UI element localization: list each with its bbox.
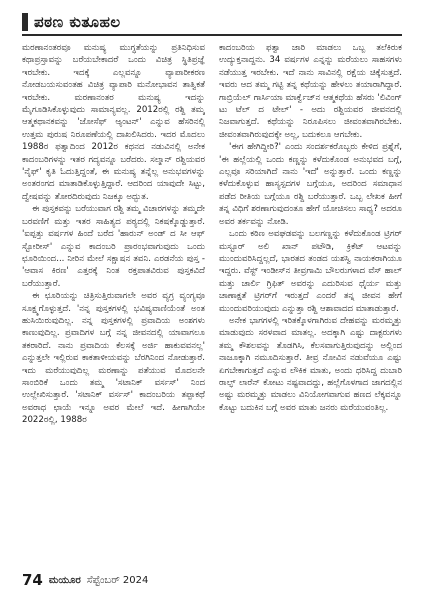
article-body: [22, 42, 402, 562]
section-title: ಪಠಣ ಕುತೂಹಲ: [34, 13, 121, 31]
right-column: [219, 42, 402, 562]
paragraph: ಮರಣಾನಂತರವೂ ಮನುಷ್ಯ ಮುಗ್ಧತೆಯನ್ನು ಪ್ರತಿನಿಧಿಸುವ ಕಥಾಪ್ರಸ್ತಾವನ್ನು ಬರೆಯಬೇಕಾದರೆ ಒಂದು ವಿಚಿತ್ರ ಸ್ಥಿತಿಪ್ರಜ್ಞೆ ಇರಬೇಕು. ಇದಕ್ಕೆ ಎಲ್ಲವನ್ನೂ ವ್ಯಾಪಾರೀಕರಣ ನೋಡಬಯಸುವಂತಹ ವಿಚಿತ್ರ ವ್ಯಾಪಾರಿ ಮನೋಭಾವನ ತಾತ್ವಿಕತೆ ಇರಬೇಕು. ಮರಣಾನಂತರ ಮನುಷ್ಯ ಇದನ್ನು ಮೈಗೂಡಿಸಿಕೊಳ್ಳುವುದು ಸಾಮಾನ್ಯವಲ್ಲ. 2012ರಲ್ಲಿ ರಶ್ದಿ ತಮ್ಮ ಆತ್ಮಕಥಾನಕವನ್ನು 'ಜೋಸೆಫ್ ಆ್ಯಂಟನ್' ಎನ್ನುವ ಹೆಸರಿನಲ್ಲಿ ಉತ್ತಮ ಪುರುಷ ನಿರೂಪಣೆಯಲ್ಲಿ ದಾಖಲಿಸಿದರು. ಇದರ ಮೊದಲು 1988ರ ಫತ್ವಾದಿಂದ 2012ರ ಕಥನದ ನಡುವಿನಲ್ಲಿ ಅನೇಕ ಕಾದಂಬರಿಗಳನ್ನು ಇತರ ಗದ್ಯವನ್ನೂ ಬರೆದರು. ಸಲ್ಮಾನ್ ರಶ್ದಿಯವರ 'ನೈಫ್' ಕೃತಿ ಓದುತ್ತಿದ್ದಂತೆ, ಈ ಮನುಷ್ಯ ತನ್ನೆಲ್ಲ ಅನುಭವಗಳನ್ನು ಅಂತರಂಗದ ಮಾತಾಡಿಕೊಳ್ಳುತ್ತಿದ್ದಾರೆ. ಆದರಿಂದ ಯಾವುದೇ ಸಿಟ್ಟು, ದ್ವೇಷವನ್ನು ತೋರದಿರುವುದು ನಿಜಕ್ಕೂ ಅದ್ಭುತ.: [22, 43, 205, 202]
header-accent-bar: [22, 13, 28, 31]
magazine-name: ಮಯೂರ: [48, 575, 81, 586]
paragraph: ಈ ಪುಸ್ತಕವನ್ನು ಬರೆಯುವಾಗ ರಶ್ದಿ ತಮ್ಮ ವಿಚಾರಗಳನ್ನು ತಮ್ಮದೇ ಬರವಣಿಗೆ ಮತ್ತು ಇತರ ಸಾಹಿತ್ಯದ ಪಠ್ಯದಲ್ಲಿ ನಿಕಷಕ್ಕೊಡ್ಡುತ್ತಾರೆ. 'ಐಪ್ಪತ್ತು ವರ್ಷಗಳ ಹಿಂದೆ ಬರೆದ 'ಹಾರುನ್ ಅಂಡ್ ದ ಸೀ ಆಫ್ ಸ್ಟೋರೀಸ್' ಎನ್ನುವ ಕಾದಂಬರಿ ಪ್ರಾರಂಭವಾಗುವುದು ಒಂದು ಛೂರಿಯಿಂದ... ನೀರಿನ ಮೇಲೆ ಸಕ್ಷಾಷನ ತವನಿ. ಎರಡನೆಯ ಪುಸ್ತ - 'ಆವಾಸ ಕಿರಣ' ಎತ್ತರಕ್ಕೆ ನಿಂತ ರಕ್ತಪಾತವಿರುವ ಪುಸ್ತಕವಿದೆ ಬರೆಯುತ್ತಾರೆ.: [22, 204, 205, 289]
issue-date: ಸೆಪ್ಟೆಂಬರ್ 2024: [86, 575, 149, 586]
paragraph: ಒಂದು ಕಠಿಣ ಅವಘಡವನ್ನು ಬಲಗಣ್ಣನ್ನು ಕಳೆದುಕೊಂಡ ಟ್ರಿಗರ್ ಮಸ್ಟೂರ್ ಅಲಿ ಖಾನ್ ಪಟೌಡಿ, ಕ್ರಿಕೆಟ್ ಆಟವನ್ನು ಮುಂದುವರಿಸಿದ್ದಲ್ಲದೆ, ಭಾರತದ ತಂಡದ ಯಶಸ್ವಿ ನಾಯಕರಾಗಿಯೂ ಇದ್ದರು. ವೆಸ್ಟ್ ಇಂಡೀಸ್‌ನ ತೀವ್ರಗಾಮಿ ಬೌಲರುಗಳಾದ ವೆಸ್ ಹಾಲ್ ಮತ್ತು ಚಾರ್ಲಿ ಗ್ರಿಫಿತ್ ಅವರನ್ನು ಎದುರಿಸುವ ಧೈರ್ಯ ಮತ್ತು ಚಾಣಾಕ್ಷತೆ ಟ್ರಿಗರ್‌ಗೆ ಇರುತ್ತದೆ ಎಂದರೆ ತನ್ನ ಜೀವನ ಹೇಗೆ ಮುಂದುವರಿಯುವುದು ಎನ್ನುತ್ತಾ ರಶ್ದಿ ಆಶಾವಾದದ ಮಾತಾಡುತ್ತಾರೆ.: [219, 229, 402, 314]
left-column: [22, 42, 205, 562]
paragraph: ಅನೇಕ ಭಾಗಗಳಲ್ಲಿ ಇರಿತಕ್ಕೊಳಗಾಗಿರುವ ದೇಹವನ್ನು ಮರಮ್ಮತ್ತು ಮಾಡುವುದು ಸರಳವಾದ ಮಾತಲ್ಲ. ಅದಕ್ಕಾಗಿ ಎಷ್ಟು ದಾಕ್ಟರುಗಳು ತಮ್ಮ ಕೌಶಲವನ್ನು ತೊಡಗಿಸಿ, ಕೆಲಸವಾಗುತ್ತಿರುವುದನ್ನು ಅಲ್ಲಿಂದ ನಾಜೂಕ್ಕಾಗಿ ನಮೂದಿಸುತ್ತಾರೆ. ತೀವ್ರ ನೋವಿನ ನಡುವೆಯೂ ಎಷ್ಟು ಏಗಬೇಕಾಗುತ್ತದೆ ಎನ್ನುವ ಲೌಕಿಕ ಮಾತು, ಅಂದು ಧರಿಸಿದ್ದ ದುಬಾರಿ ರಾಲ್ಫ್ ಲಾರೆನ್ ಕೋಟು ನಷ್ಟವಾದದ್ದು, ಹಲ್ಲೆಗೊಳಗಾದ ಜಾಗದಲ್ಲಿನ ಅಷ್ಟು ಮರಮ್ಮತ್ತು ಮಾಡಲು ವಿನಿಯೋಗವಾಗುವ ಹಣದ ಲೆಕ್ಕವನ್ನೂ ಕೊಟ್ಟು ಬದುಕಿನ ಬಗ್ಗೆ ಅವರ ಮಾತು ಜನರು ಮರೆಯುವಂತಿಲ್ಲ.: [219, 315, 402, 413]
paragraph: 'ಈಗ ಹೇಗಿದ್ದೀರಿ?' ಎಂದು ಸಂದರ್ಶಕರೊಬ್ಬರು ಕೇಳಿದ ಪ್ರಶ್ನೆಗೆ, 'ಈ ಹಲ್ಲೆಯಲ್ಲಿ ಒಂದು ಕಣ್ಣನ್ನು ಕಳೆದುಕೊಂಡ ಅನುಭವದ ಬಗ್ಗೆ, ಎಲ್ಲವೂ ಸರಿಯಾಗಿದೆ ನಾನು 'ಇದೆ' ಅನ್ನುತ್ತಾರೆ. ಒಂದು ಕಣ್ಣನ್ನು ಕಳೆದುಕೊಳ್ಳುವ ಹಾಸ್ಯಸ್ಪದಗಳ ಬಗ್ಗೆಯೂ, ಅದರಿಂದ ಸಮಾಧಾನ ಪಡೆದ ರೀತಿಯ ಬಗ್ಗೆಯೂ ರಶ್ದಿ ಬರೆಯುತ್ತಾರೆ. ಒಬ್ಬ ಲೇಖಕ ಹೀಗೆ ತನ್ನ ವಿಧಿಗೆ ಶರಣಾಗುವುದಂತೂ ಹೇಗೆ ಯೋಚಿಸಲು ಸಾಧ್ಯ? ಅದರೂ ಅವರ ತರ್ಕವನ್ನು ನೋಡಿ.: [219, 142, 402, 227]
page-footer: [22, 568, 402, 588]
section-header: [22, 10, 402, 34]
page-number: 74: [22, 571, 43, 589]
paragraph: ಕಾದಂಬರಿಯ ಫತ್ವಾ ಜಾರಿ ಮಾಡಲು ಒಬ್ಬ ತಲೆಕಿರುಕ ಉದ್ಯುಕ್ತನಾದ್ದನು. 34 ವರ್ಷಗಳ ಎನ್ನನ್ನು ಮರೆಯಲು ಸಾಹಸಗಳು ನಡೆಯುತ್ತ ಇರಬೇಕು. ಇದೆ ನಾನು ಸಾವಿನಲ್ಲಿ ರಕ್ಷೆಯ ಚಿಕ್ಕೆಸುತ್ತದೆ. ಇವರು ಆದ ತಮ್ಮ ಗಟ್ಟಿ ತನ್ನ ಕಥೆಯನ್ನು ಹೇಳಲು ತಯಾರಾಗಿದ್ದಾರೆ. ಗಾಬ್ರಿಯೆಲ್ ಗಾರ್ಸಿಯಾ ಮಾರ್ಕ್ವೆಜ್‌ನ ಆತ್ಮಕಥೆಯ ಹೆಸರು 'ಲಿವಿಂಗ್ ಟು ಟೆಲ್ ದ ಟೇಲ್' - ಅದು ರಶ್ದಿಯವರ ಜೀವನದಲ್ಲಿ ನಿಜವಾಗುತ್ತದೆ. ಕಥೆಯನ್ನು ನಿರೂಪಿಸಲು ಜೀವಂತವಾಗಿರಬೇಕು. ಜೀವಂತವಾಗಿರುವುದಕ್ಕೇ ಅಲ್ಲ, ಬದುಕಲೂ ಆಗಬೇಕು.: [219, 43, 402, 140]
paragraph: ಈ ಛೂರಿಯನ್ನು ಚಿತ್ರಿಸುತ್ತಿರುವಾಗಲೇ ಅವರ ವ್ಯಗ್ರ ವ್ಯಂಗ್ಯವೂ ಸೂಕ್ಷ್ಮಗೊಳ್ಳುತ್ತದೆ. 'ನನ್ನ ಪುಸ್ತಕಗಳಲ್ಲಿ ಭವಿಷ್ಯವಾಣಿಯೆಂತೆ ಅಂತ ಹುಸಿಯಿರುವುದಿಲ್ಲ. ನನ್ನ ಪುಸ್ತಕಗಳಲ್ಲಿ ಪ್ರವಾದಿಯ ಅಂಶಗಳು ಕಾಣುವುದಿಲ್ಲ. ಪ್ರವಾದಿಗಳ ಬಗ್ಗೆ ನನ್ನ ಜೀವನದಲ್ಲಿ ಯಾವಾಗಲೂ ತಕರಾರಿದೆ. ನಾನು ಪ್ರವಾದಿಯ ಕೆಲಸಕ್ಕೆ ಅರ್ಜಿ ಹಾಕುವವನಲ್ಲ' ಎನ್ನುತ್ತಲೇ ಇಲ್ಲಿರುವ ಕಾಕತಾಳೀಯವನ್ನು ಬೆರಗಿನಿಂದ ನೋಡುತ್ತಾರೆ. ಇದು ಮರೆಯುವುದಿಲ್ಲ ಮರಣಾನ್ನು ಪತೆಯುವ ಮೊದಲನೇ ಸಾಂಬಿರಿಕೆ ಒಂದು ತಮ್ಮ 'ಸಟಾನಿಕ್ ವರ್ಸಸ್' ನಿಂದ ಉಲ್ಲೇಖಿಸುತ್ತಾರೆ. 'ಸಟಾನಿಕ್ ವರ್ಸಸ್' ಕಾದಂಬರಿಯ ತಪ್ಪಾಕಥೆ ಅವರಾಧ ಛಾಯೆ ಇನ್ನೂ ಅವರ ಮೇಲೆ ಇದೆ. ಹೀಗಾಗಿಯೇ 2022ರಲ್ಲಿ, 1988ರ: [22, 291, 205, 426]
header-divider: [22, 34, 402, 36]
